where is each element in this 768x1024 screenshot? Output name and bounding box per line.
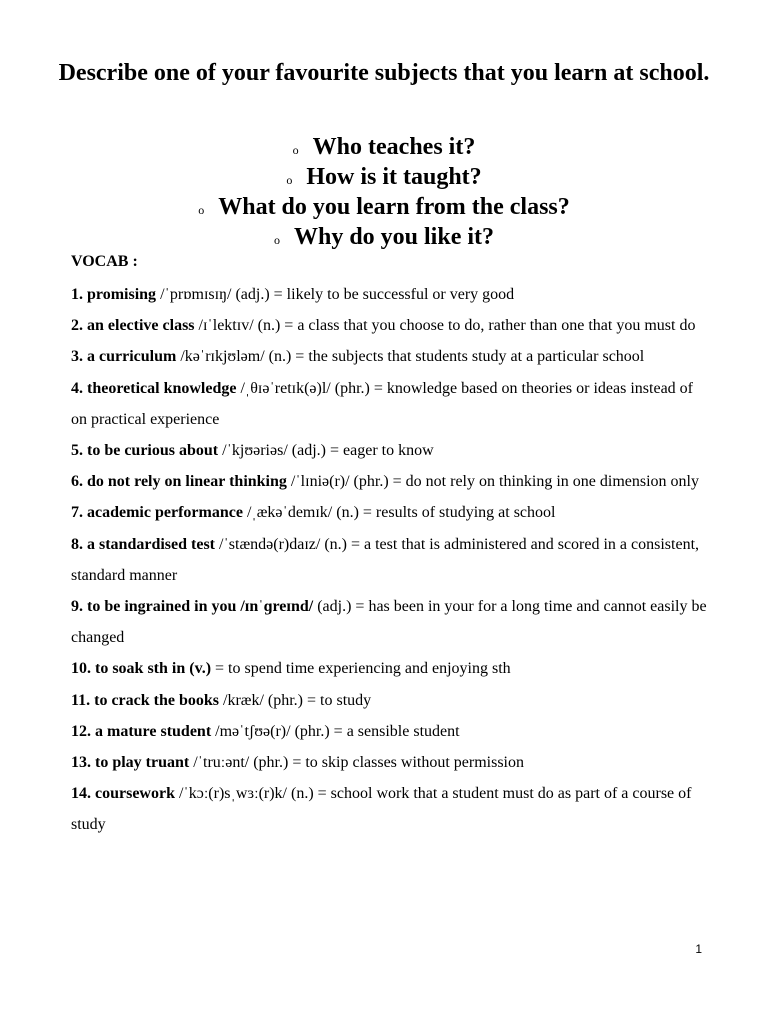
vocab-entry xyxy=(71,373,711,435)
vocab-number: 7. xyxy=(71,504,83,522)
question-item xyxy=(0,162,768,192)
vocab-term: an elective class xyxy=(87,317,195,335)
question-text: What do you learn from the class? xyxy=(218,194,570,220)
question-text: Who teaches it? xyxy=(312,134,476,160)
vocab-definition: = to spend time experiencing and enjoying sth xyxy=(211,660,511,678)
vocab-term: to be ingrained in you /ɪnˈɡreɪnd/ xyxy=(87,598,314,616)
question-list xyxy=(0,132,768,252)
vocab-term: to be curious about xyxy=(87,442,219,460)
vocab-definition: (phr.) = to skip classes without permission xyxy=(249,754,524,772)
vocab-ipa: /ˈkɔː(r)sˌwɜː(r)k/ xyxy=(174,785,287,803)
bullet-icon: o xyxy=(292,143,299,158)
vocab-ipa: /ˈkjʊəriəs/ xyxy=(218,442,288,460)
vocab-definition: (adj.) = has been in your for a long time and cannot easily be changed xyxy=(71,598,707,647)
page-title: Describe one of your favourite subjects that you learn at school. xyxy=(58,60,710,86)
vocab-ipa: /ˈlɪniə(r)/ xyxy=(286,473,350,491)
vocab-definition: (adj.) = eager to know xyxy=(287,442,434,460)
vocab-ipa: /ˈprɒmɪsɪŋ/ xyxy=(156,286,232,303)
vocab-term: promising xyxy=(87,286,157,303)
vocab-ipa: /ˌækəˈdemɪk/ xyxy=(242,504,333,522)
bullet-icon: o xyxy=(198,203,205,218)
vocab-ipa: /kəˈrɪkjʊləm/ xyxy=(176,348,265,366)
vocab-ipa: /məˈtʃʊə(r)/ xyxy=(211,722,291,740)
vocab-entry xyxy=(71,716,711,747)
vocab-definition: (phr.) = knowledge based on theories or ideas instead of on practical experience xyxy=(71,379,694,428)
vocab-definition: (phr.) = to study xyxy=(263,691,372,709)
vocab-definition: (phr.) = do not rely on thinking in one dimension only xyxy=(349,473,699,491)
vocab-number: 3. xyxy=(71,348,83,366)
bullet-icon: o xyxy=(273,233,280,248)
vocab-ipa: /ˈstændə(r)daɪz/ xyxy=(215,535,321,553)
vocab-number: 4. xyxy=(71,379,83,397)
vocab-ipa: /ˌθɪəˈretɪk(ə)l/ xyxy=(236,379,331,397)
vocab-number: 12. xyxy=(71,722,91,740)
vocab-term: a standardised test xyxy=(87,535,216,553)
vocab-definition: (n.) = results of studying at school xyxy=(332,504,556,522)
vocab-entry xyxy=(71,466,711,497)
vocab-number: 2. xyxy=(71,317,83,335)
question-item xyxy=(0,132,768,162)
question-item xyxy=(0,192,768,222)
vocab-definition: (n.) = a test that is administered and scored in a consistent, standard manner xyxy=(71,535,700,584)
vocab-entry xyxy=(71,747,711,778)
vocab-ipa: /ˈtruːənt/ xyxy=(189,754,250,772)
vocab-definition: (adj.) = likely to be successful or very good xyxy=(231,286,515,303)
vocab-term: a curriculum xyxy=(87,348,177,366)
vocab-term: to play truant xyxy=(95,754,190,772)
vocab-entry xyxy=(71,279,711,310)
vocab-term: academic performance xyxy=(87,504,243,522)
bullet-icon: o xyxy=(286,173,293,188)
vocab-heading: VOCAB : xyxy=(71,253,138,270)
vocab-term: coursework xyxy=(95,785,175,803)
page-number: 1 xyxy=(695,942,702,956)
vocab-entry xyxy=(71,653,711,684)
vocab-number: 14. xyxy=(71,785,91,803)
vocab-number: 8. xyxy=(71,535,83,553)
vocab-definition: (phr.) = a sensible student xyxy=(290,722,460,740)
vocab-entry xyxy=(71,310,711,341)
vocab-definition: (n.) = the subjects that students study at a particular school xyxy=(264,348,645,366)
vocab-term: theoretical knowledge xyxy=(87,379,237,397)
vocab-entry xyxy=(71,778,711,840)
vocab-entry xyxy=(71,435,711,466)
vocab-number: 5. xyxy=(71,442,83,460)
vocab-number: 10. xyxy=(71,660,91,678)
vocab-term: to crack the books xyxy=(94,691,220,709)
vocab-number: 1. xyxy=(71,286,83,303)
vocab-list xyxy=(71,279,711,841)
vocab-entry xyxy=(71,529,711,591)
vocab-definition: (n.) = school work that a student must do as part of a course of study xyxy=(71,785,692,834)
vocab-term: do not rely on linear thinking xyxy=(87,473,287,491)
vocab-term: to soak sth in (v.) xyxy=(95,660,212,678)
vocab-entry xyxy=(71,685,711,716)
question-text: How is it taught? xyxy=(306,164,482,190)
question-item xyxy=(0,222,768,252)
vocab-term: a mature student xyxy=(95,722,212,740)
vocab-definition: (n.) = a class that you choose to do, rather than one that you must do xyxy=(253,317,696,335)
vocab-ipa: /kræk/ xyxy=(219,691,264,709)
vocab-number: 11. xyxy=(71,691,91,709)
vocab-number: 13. xyxy=(71,754,91,772)
vocab-entry xyxy=(71,497,711,528)
vocab-number: 6. xyxy=(71,473,83,491)
vocab-entry xyxy=(71,591,711,653)
question-text: Why do you like it? xyxy=(293,224,495,250)
vocab-entry xyxy=(71,341,711,372)
vocab-ipa: /ɪˈlektɪv/ xyxy=(194,317,254,335)
vocab-number: 9. xyxy=(71,598,83,616)
